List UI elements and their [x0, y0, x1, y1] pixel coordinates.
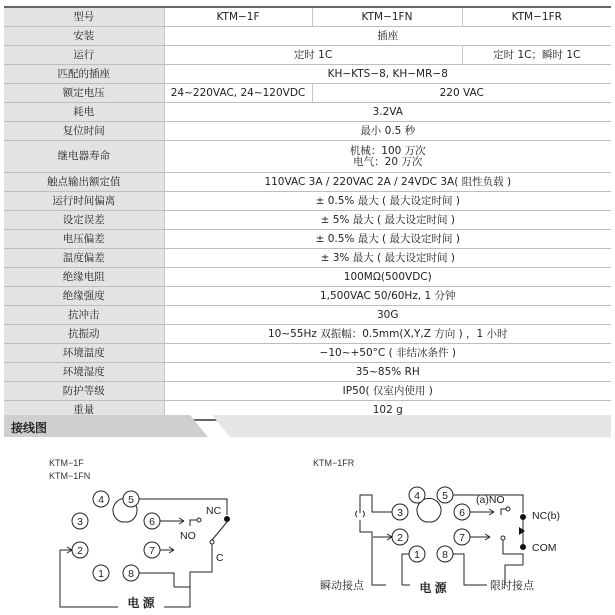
relay-life-label: 继电器寿命	[4, 141, 164, 173]
spec-row-temp-deviation	[4, 249, 611, 268]
right-wiring	[360, 495, 523, 585]
relay-life-mechanical: 机械：100 万次	[349, 144, 426, 157]
insulation-resistance-label: 绝缘电阻	[4, 268, 164, 287]
setting-error-label: 设定误差	[4, 211, 164, 230]
temp-deviation-value: ± 3% 最大 ( 最大设定时间 )	[164, 249, 611, 268]
setting-error-value: ± 5% 最大 ( 最大设定时间 )	[164, 211, 611, 230]
left-no-contact	[197, 518, 201, 522]
spec-row-socket	[4, 65, 611, 84]
spec-row-shock	[4, 306, 611, 325]
socket-label: 匹配的插座	[4, 65, 164, 84]
contact-rating-label: 触点输出额定值	[4, 173, 164, 192]
left-c-contact	[210, 540, 214, 544]
right-pin-7-label: 7	[459, 532, 465, 544]
left-pin-2-label: 2	[77, 545, 83, 557]
section-bar-shape	[4, 415, 611, 437]
weight-value: 102 g	[164, 401, 611, 421]
wiring-diagram-right	[313, 458, 560, 595]
model-ktm-1fn: KTM−1FN	[312, 7, 462, 27]
right-pin-4-label: 4	[414, 490, 420, 502]
socket-value: KH−KTS−8, KH−MR−8	[164, 65, 611, 84]
contact-rating-value: 110VAC 3A / 220VAC 2A / 24VDC 3A( 阻性负载 )	[164, 173, 611, 192]
operation-value-1: 定时 1C	[164, 46, 462, 65]
vibration-label: 抗振动	[4, 325, 164, 344]
left-pin-8-label: 8	[128, 568, 134, 580]
spec-row-reset-time	[4, 122, 611, 141]
install-value: 插座	[164, 27, 611, 46]
left-model-2: KTM−1FN	[49, 471, 91, 481]
right-nc-contact-dot	[520, 514, 526, 520]
spec-row-install	[4, 27, 611, 46]
time-deviation-label: 运行时间偏离	[4, 192, 164, 211]
right-pin-2-label: 2	[397, 532, 403, 544]
spec-row-dielectric-strength	[4, 287, 611, 306]
right-pin-3-label: 3	[397, 507, 403, 519]
left-power-label: 电 源	[127, 596, 155, 610]
temp-deviation-label: 温度偏差	[4, 249, 164, 268]
time-deviation-value: ± 0.5% 最大 ( 最大设定时间 )	[164, 192, 611, 211]
spec-row-protection	[4, 382, 611, 401]
reset-time-value: 最小 0.5 秒	[164, 122, 611, 141]
right-arrow-icon	[519, 527, 525, 535]
power-value: 3.2VA	[164, 103, 611, 122]
right-pin-5-label: 5	[442, 490, 448, 502]
spec-row-setting-error	[4, 211, 611, 230]
shock-label: 抗冲击	[4, 306, 164, 325]
right-ncb-label: NC(b)	[532, 510, 560, 522]
spec-row-vibration	[4, 325, 611, 344]
spec-row-voltage-deviation	[4, 230, 611, 249]
model-label: 型号	[4, 7, 164, 27]
ambient-humidity-label: 环境湿度	[4, 363, 164, 382]
rated-voltage-value-1: 24~220VAC, 24~120VDC	[164, 84, 312, 103]
right-ano-label: (a)NO	[476, 494, 505, 506]
reset-time-label: 复位时间	[4, 122, 164, 141]
protection-label: 防护等级	[4, 382, 164, 401]
spec-row-power	[4, 103, 611, 122]
left-pin-4-label: 4	[98, 494, 104, 506]
wiring-diagrams	[0, 440, 615, 615]
right-pin-1-label: 1	[414, 549, 420, 561]
operation-label: 运行	[4, 46, 164, 65]
right-com-label: COM	[532, 542, 557, 554]
voltage-deviation-label: 电压偏差	[4, 230, 164, 249]
right-instant-label: 瞬动接点	[320, 580, 364, 592]
rated-voltage-label: 额定电压	[4, 84, 164, 103]
spec-row-model	[4, 7, 611, 27]
spec-row-rated-voltage	[4, 84, 611, 103]
voltage-deviation-value: ± 0.5% 最大 ( 最大设定时间 )	[164, 230, 611, 249]
left-nc-label: NC	[206, 505, 222, 517]
install-label: 安装	[4, 27, 164, 46]
model-ktm-1fr: KTM−1FR	[462, 7, 611, 27]
right-pin-6-label: 6	[459, 507, 465, 519]
left-pin-3-label: 3	[77, 516, 83, 528]
ambient-temp-label: 环境温度	[4, 344, 164, 363]
left-model-1: KTM−1F	[49, 458, 84, 468]
weight-label: 重量	[4, 401, 164, 421]
right-com-contact	[501, 536, 505, 540]
right-no-contact	[506, 507, 510, 511]
insulation-resistance-value: 100MΩ(500VDC)	[164, 268, 611, 287]
left-pin-5-label: 5	[128, 494, 134, 506]
spec-row-insulation-resistance	[4, 268, 611, 287]
dielectric-strength-label: 绝缘强度	[4, 287, 164, 306]
left-pin-7-label: 7	[149, 545, 155, 557]
spec-table	[4, 6, 611, 421]
ambient-humidity-value: 35~85% RH	[164, 363, 611, 382]
ambient-temp-value: −10~+50°C ( 非结冰条件 )	[164, 344, 611, 363]
spec-row-contact-rating	[4, 173, 611, 192]
left-c-label: C	[216, 552, 224, 564]
left-nc-contact-dot	[224, 516, 230, 522]
vibration-value: 10~55Hz 双振幅：0.5mm(X,Y,Z 方向 ) ，1 小时	[164, 325, 611, 344]
right-model: KTM−1FR	[313, 458, 355, 468]
right-power-label: 电 源	[419, 581, 447, 595]
left-pin-1-label: 1	[98, 568, 104, 580]
operation-value-2: 定时 1C；瞬时 1C	[462, 46, 611, 65]
spec-row-time-deviation	[4, 192, 611, 211]
left-pin-6-label: 6	[149, 516, 155, 528]
right-pin-8-label: 8	[442, 549, 448, 561]
power-label: 耗电	[4, 103, 164, 122]
spec-row-ambient-humidity	[4, 363, 611, 382]
left-no-label: NO	[180, 530, 196, 542]
spec-row-operation	[4, 46, 611, 65]
dielectric-strength-value: 1,500VAC 50/60Hz, 1 分钟	[164, 287, 611, 306]
wiring-section-header	[4, 415, 611, 437]
wiring-diagram-left	[49, 458, 230, 610]
spec-row-ambient-temp	[4, 344, 611, 363]
relay-life-electrical: 电气：20 万次	[353, 155, 423, 168]
protection-value: IP50( 仅室内使用 )	[164, 382, 611, 401]
shock-value: 30G	[164, 306, 611, 325]
spec-row-relay-life	[4, 141, 611, 173]
model-ktm-1f: KTM−1F	[164, 7, 312, 27]
relay-life-value	[164, 141, 611, 173]
rated-voltage-value-2: 220 VAC	[312, 84, 611, 103]
right-com-contact-dot	[520, 544, 526, 550]
section-title: 接线图	[11, 421, 48, 435]
right-timed-label: 限时接点	[490, 580, 534, 592]
